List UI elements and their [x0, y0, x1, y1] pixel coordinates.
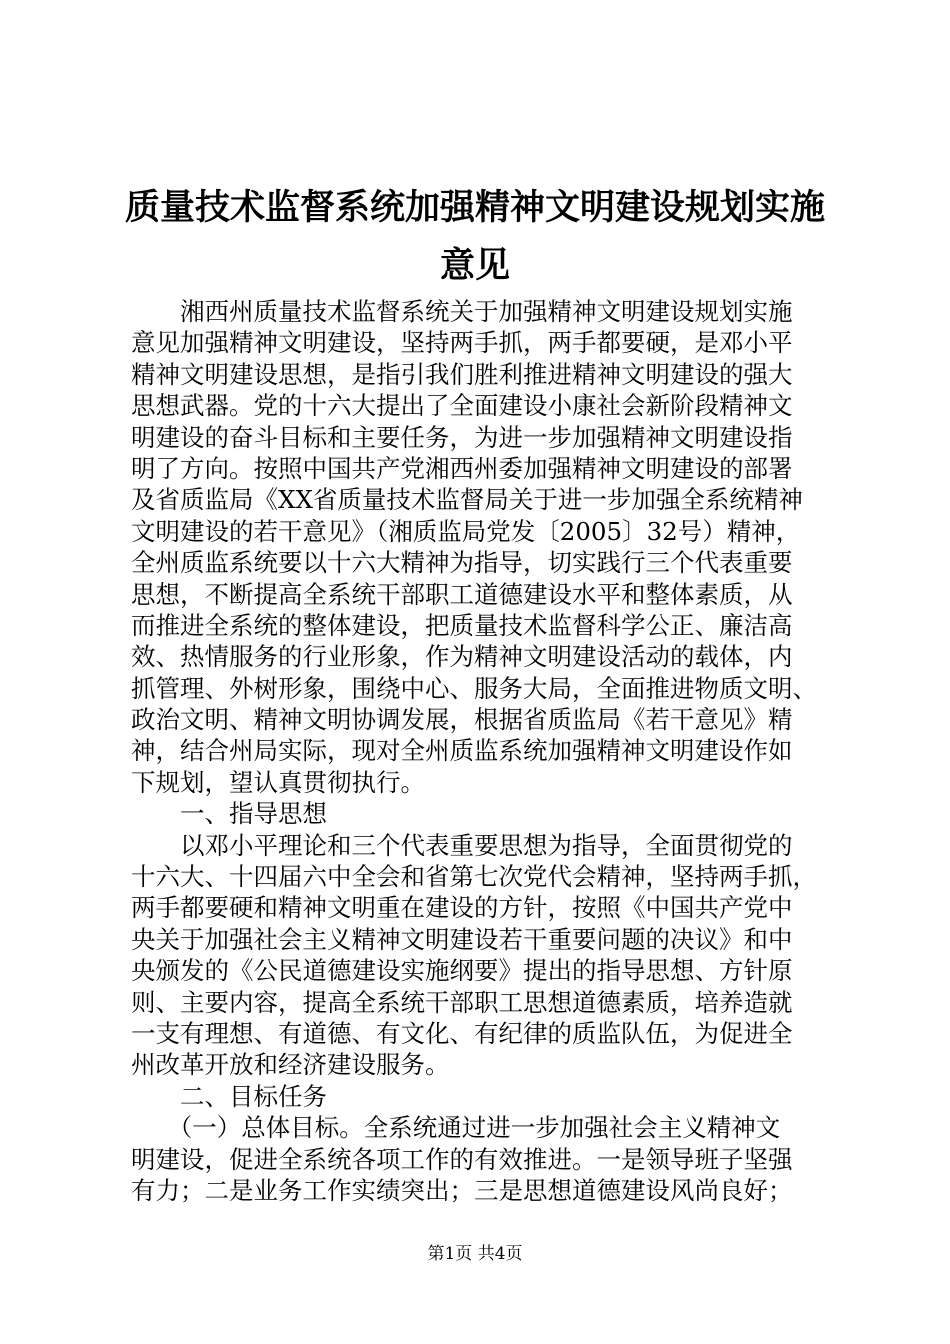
body-line: 湘西州质量技术监督系统关于加强精神文明建设规划实施	[131, 297, 793, 326]
body-line: 下规划，望认真贯彻执行。	[131, 767, 425, 797]
body-line: 明了方向。按照中国共产党湘西州委加强精神文明建设的部署	[131, 453, 793, 483]
body-line: 思想，不断提高全系统干部职工道德建设水平和整体素质，从	[131, 579, 793, 609]
body-line: 神，结合州局实际，现对全州质监系统加强精神文明建设作如	[131, 736, 793, 766]
body-line: 及省质监局《XX省质量技术监督局关于进一步加强全系统精神	[131, 485, 803, 515]
document-body	[131, 296, 831, 1206]
document-title-line-1: 质量技术监督系统加强精神文明建设规划实施	[124, 187, 825, 228]
section-heading: 一、指导思想	[131, 799, 327, 829]
body-line: 两手都要硬和精神文明重在建设的方针，按照《中国共产党中	[131, 893, 793, 923]
body-line: 全州质监系统要以十六大精神为指导，切实践行三个代表重要	[131, 548, 793, 578]
body-line: 一支有理想、有道德、有文化、有纪律的质监队伍，为促进全	[131, 1018, 793, 1048]
body-line: 而推进全系统的整体建设，把质量技术监督科学公正、廉洁高	[131, 610, 793, 640]
body-line: 州改革开放和经济建设服务。	[131, 1050, 450, 1080]
body-line: 抓管理、外树形象，围绕中心、服务大局，全面推进物质文明、	[131, 673, 817, 703]
body-line: 有力；二是业务工作实绩突出；三是思想道德建设风尚良好；	[131, 1175, 793, 1205]
body-line: 央颁发的《公民道德建设实施纲要》提出的指导思想、方针原	[131, 956, 793, 986]
document-title-line-2: 意见	[439, 245, 510, 286]
body-line: 意见加强精神文明建设，坚持两手抓，两手都要硬，是邓小平	[131, 328, 793, 358]
body-line: 央关于加强社会主义精神文明建设若干重要问题的决议》和中	[131, 924, 793, 954]
body-line: 明建设，促进全系统各项工作的有效推进。一是领导班子坚强	[131, 1144, 793, 1174]
section-heading: 二、目标任务	[131, 1081, 327, 1111]
body-line: （一）总体目标。全系统通过进一步加强社会主义精神文	[131, 1113, 781, 1143]
body-line: 思想武器。党的十六大提出了全面建设小康社会新阶段精神文	[131, 391, 793, 421]
body-line: 以邓小平理论和三个代表重要思想为指导，全面贯彻党的	[131, 830, 793, 860]
body-line: 效、热情服务的行业形象，作为精神文明建设活动的载体，内	[131, 642, 793, 672]
body-line: 十六大、十四届六中全会和省第七次党代会精神，坚持两手抓，	[131, 862, 817, 892]
body-line: 精神文明建设思想，是指引我们胜利推进精神文明建设的强大	[131, 359, 793, 389]
body-line: 文明建设的若干意见》（湘质监局党发〔2005〕32号）精神，	[131, 516, 801, 546]
body-line: 明建设的奋斗目标和主要任务，为进一步加强精神文明建设指	[131, 422, 793, 452]
body-line: 政治文明、精神文明协调发展，根据省质监局《若干意见》精	[131, 705, 793, 735]
body-line: 则、主要内容，提高全系统干部职工思想道德素质，培养造就	[131, 987, 793, 1017]
page-footer: 第1页 共4页	[427, 1244, 523, 1264]
